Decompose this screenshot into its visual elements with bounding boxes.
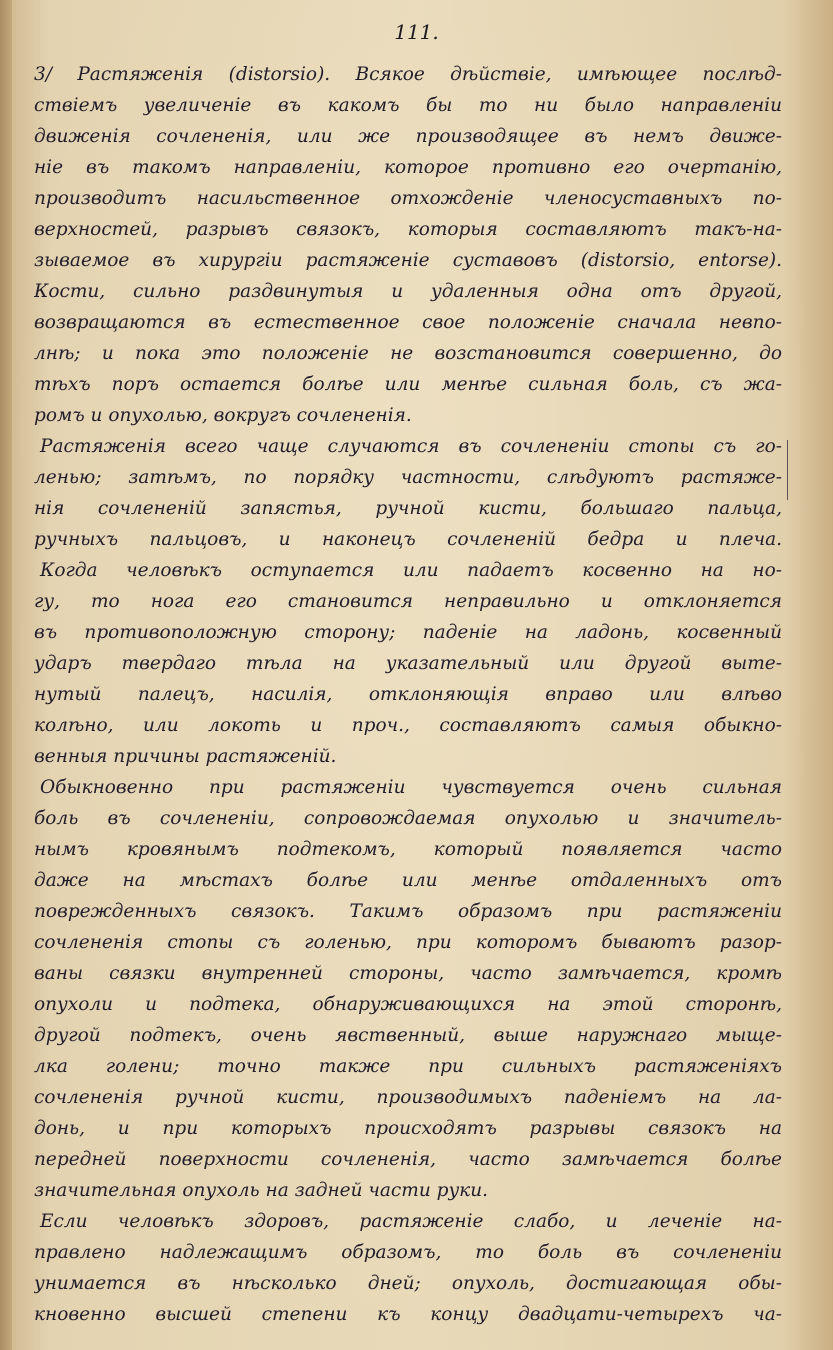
- text-line: лнѣ; и пока это положеніе не возстановится совершенно, до: [34, 343, 782, 364]
- page-number: 111.: [394, 20, 439, 44]
- text-line: поврежденныхъ связокъ. Такимъ образомъ при растяженіи: [34, 901, 782, 922]
- margin-pencil-mark: [787, 440, 788, 500]
- text-line: гу, то нога его становится неправильно и отклоняется: [34, 591, 782, 612]
- text-line: Растяженія всего чаще случаются въ сочлененіи стопы съ го-: [40, 436, 782, 457]
- text-line: ваны связки внутренней стороны, часто замѣчается, кромѣ: [34, 963, 782, 984]
- text-line: сочлененія ручной кисти, производимыхъ паденіемъ на ла-: [34, 1087, 782, 1108]
- text-line: венныя причины растяженій.: [34, 746, 337, 767]
- text-line: передней поверхности сочлененія, часто замѣчается болѣе: [34, 1149, 782, 1170]
- text-line: Обыкновенно при растяженіи чувствуется очень сильная: [40, 777, 782, 798]
- text-line: Если человѣкъ здоровъ, растяженіе слабо, и леченіе на-: [40, 1211, 782, 1232]
- text-line: правлено надлежащимъ образомъ, то боль въ сочлененіи: [34, 1242, 782, 1263]
- text-line: опухоли и подтека, обнаруживающихся на этой сторонѣ,: [34, 994, 782, 1015]
- text-line: донь, и при которыхъ происходятъ разрывы связокъ на: [34, 1118, 782, 1139]
- text-line: Кости, сильно раздвинутыя и удаленныя одна отъ другой,: [34, 281, 782, 302]
- text-line: кновенно высшей степени къ концу двадцати-четырехъ ча-: [34, 1304, 782, 1325]
- text-line: тѣхъ поръ остается болѣе или менѣе сильная боль, съ жа-: [34, 374, 782, 395]
- text-line: нутый палецъ, насилія, отклоняющія вправо или влѣво: [34, 684, 782, 705]
- text-line: въ противоположную сторону; паденіе на ладонь, косвенный: [34, 622, 782, 643]
- text-line: возвращаются въ естественное свое положеніе сначала невпо-: [34, 312, 782, 333]
- text-line: нымъ кровянымъ подтекомъ, который появляется часто: [34, 839, 782, 860]
- text-line: ударъ твердаго тѣла на указательный или другой выте-: [34, 653, 782, 674]
- text-line: зываемое въ хирургіи растяженіе суставовъ (distorsio, entorse).: [34, 250, 782, 271]
- text-line: верхностей, разрывъ связокъ, которыя составляютъ такъ-на-: [34, 219, 782, 240]
- text-line: сочлененія стопы съ голенью, при которомъ бываютъ разор-: [34, 932, 782, 953]
- text-line: ленью; затѣмъ, по порядку частности, слѣдуютъ растяже-: [34, 467, 782, 488]
- text-line: боль въ сочлененіи, сопровождаемая опухолью и значитель-: [34, 808, 782, 829]
- text-line: 3/ Растяженія (distorsio). Всякое дѣйствіе, имѣющее послѣд-: [34, 64, 782, 85]
- text-line: ствіемъ увеличеніе въ какомъ бы то ни было направленіи: [34, 95, 782, 116]
- text-line: унимается въ нѣсколько дней; опухоль, достигающая обы-: [34, 1273, 782, 1294]
- text-line: ручныхъ пальцовъ, и наконецъ сочлененій бедра и плеча.: [34, 529, 782, 550]
- page-binding-edge: [0, 0, 12, 1350]
- text-line: Когда человѣкъ оступается или падаетъ косвенно на но-: [40, 560, 782, 581]
- text-line: лка голени; точно также при сильныхъ растяженіяхъ: [34, 1056, 782, 1077]
- text-line: колѣно, или локоть и проч., составляютъ самыя обыкно-: [34, 715, 782, 736]
- text-line: движенія сочлененія, или же производящее въ немъ движе-: [34, 126, 782, 147]
- text-line: значительная опухоль на задней части руки.: [34, 1180, 489, 1201]
- text-line: ніе въ такомъ направленіи, которое противно его очертанію,: [34, 157, 782, 178]
- text-line: нія сочлененій запястья, ручной кисти, большаго пальца,: [34, 498, 782, 519]
- text-line: другой подтекъ, очень явственный, выше наружнаго мыще-: [34, 1025, 782, 1046]
- text-line: даже на мѣстахъ болѣе или менѣе отдаленныхъ отъ: [34, 870, 782, 891]
- text-line: производитъ насильственное отхожденіе членосуставныхъ по-: [34, 188, 782, 209]
- text-line: ромъ и опухолью, вокругъ сочлененія.: [34, 405, 412, 426]
